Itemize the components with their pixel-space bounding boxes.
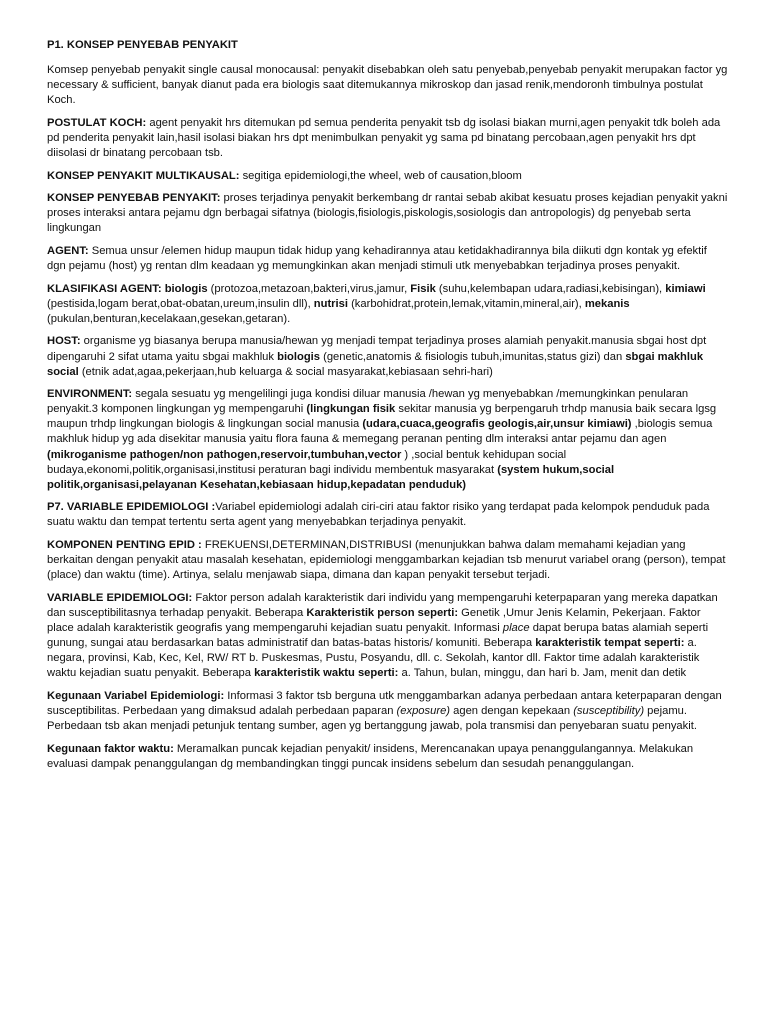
text-run: FREKUENSI,DETERMINAN,DISTRIBUSI (menunjukkan bahwa dalam memahami kejadian yang berkaitan dengan penyakit atau masalah kesehatan, epidemiologi menggambarkan kejadian tsb menurut variabel orang (person), tempat (place) dan waktu (time). Artinya, selalu menjawab siapa, dimana dan kapan penyakit tersebut terjadi.: [47, 539, 726, 582]
text-run: Meramalkan puncak kejadian penyakit/ insidens, Merencanakan upaya penanggulangannya. Melakukan evaluasi dampak penanggulangan dg membandingkan tinggi puncak insidens sebelum dan sesudah penanggulangan.: [47, 742, 694, 770]
bold-run: (udara,cuaca,geografis geologis,air,unsur kimiawi): [362, 418, 632, 431]
bold-run: POSTULAT KOCH:: [47, 116, 147, 129]
text-run: ,biologis semua makhluk hidup yg ada disekitar manusia yaitu flora fauna & memegang peranan penting dlm interaksi antar pejamu dan agen: [47, 418, 713, 446]
text-run: Informasi 3 faktor tsb berguna utk menggambarkan adanya perbedaan antara keterpaparan dengan susceptibilitas. Perbedaan yang dimaksud adalah perbedaan paparan: [47, 689, 722, 717]
italic-run: (susceptibility): [573, 704, 645, 717]
text-run: (karbohidrat,protein,lemak,vitamin,mineral,air),: [347, 297, 585, 310]
text-run: agen dengan kepekaan: [450, 704, 574, 717]
paragraph: [47, 689, 728, 734]
bold-run: ENVIRONMENT:: [47, 388, 133, 401]
paragraph: [47, 387, 728, 493]
paragraph: [47, 116, 728, 161]
paragraph: [47, 63, 728, 108]
bold-run: (mikroganisme pathogen/non pathogen,reservoir,tumbuhan,vector: [47, 448, 402, 461]
text-run: sekitar manusia yg berpengaruh trhdp manusia baik secara lgsg maupun trhdp lingkungan biologis & lingkungan social manusia: [47, 403, 717, 431]
text-run: (genetic,anatomis & fisiologis tubuh,imunitas,status gizi) dan: [320, 350, 626, 363]
text-run: (pestisida,logam berat,obat-obatan,ureum,insulin dll),: [47, 297, 314, 310]
paragraph: [47, 500, 728, 530]
bold-run: Karakteristik person seperti:: [306, 606, 459, 619]
text-run: proses terjadinya penyakit berkembang dr rantai sebab akibat kesuatu proses kejadian penyakit yakni proses interaksi antara pejamu dgn berbagai sifatnya (biologis,fisiologis,piskologis,sosiologis dan antropologis) dg penyebab serta lingkungan: [47, 192, 728, 235]
text-run: a. Tahun, bulan, minggu, dan hari b. Jam, menit dan detik: [398, 667, 687, 680]
bold-run: mekanis: [584, 297, 630, 310]
text-run: pejamu. Perbedaan tsb akan menjadi petunjuk tentang sumber, agen yg bertanggung jawab, pola transmisi dan penyebaran suatu penyakit.: [47, 704, 697, 733]
bold-run: KONSEP PENYEBAB PENYAKIT:: [47, 192, 221, 205]
bold-run: KONSEP PENYAKIT MULTIKAUSAL:: [47, 169, 240, 182]
text-run: dapat berupa batas alamiah seperti gunung, sungai atau berdasarkan batas administratif dan batas-batas historis/ komuniti. Beberapa: [47, 622, 709, 650]
bold-run: Kegunaan faktor waktu:: [47, 742, 174, 755]
document-title: P1. KONSEP PENYEBAB PENYAKIT: [47, 39, 238, 51]
bold-run: karakteristik tempat seperti:: [535, 637, 685, 650]
bold-run: Kegunaan Variabel Epidemiologi:: [47, 689, 225, 702]
bold-run: HOST:: [47, 335, 81, 348]
text-run: a. negara, provinsi, Kab, Kec, Kel, RW/ RT b. Puskesmas, Pustu, Posyandu, dll. c. Sekolah, kantor dll. Faktor time adalah karakteristik waktu kejadian suatu penyakit. Beberapa: [47, 637, 700, 680]
bold-run: AGENT:: [47, 244, 89, 257]
text-run: (suhu,kelembapan udara,radiasi,kebisingan),: [435, 282, 666, 295]
bold-run: KOMPONEN PENTING EPID :: [47, 539, 202, 552]
text-run: Genetik ,Umur Jenis Kelamin, Pekerjaan. Faktor place adalah karakteristik geografis yang mempengaruhi kejadian suatu penyakit. Informasi: [47, 606, 701, 634]
text-run: (protozoa,metazoan,bakteri,virus,jamur,: [207, 282, 411, 295]
text-run: (etnik adat,agaa,pekerjaan,hub keluarga & social masyarakat,kebiasaan sehri-hari): [78, 365, 493, 378]
bold-run: kimiawi: [665, 282, 706, 295]
paragraph: [47, 282, 728, 327]
paragraph: [47, 191, 728, 236]
bold-run: (lingkungan fisik: [306, 403, 396, 416]
italic-run: place: [502, 622, 530, 634]
paragraph: [47, 334, 728, 379]
text-run: Faktor person adalah karakteristik dari individu yang mempengaruhi keterpaparan yang mereka dapatkan dan susceptibilitasnya terhadap penyakit. Beberapa: [47, 591, 718, 619]
text-run: segitiga epidemiologi,the wheel, web of causation,bloom: [239, 169, 522, 182]
paragraph: [47, 244, 728, 274]
text-run: agent penyakit hrs ditemukan pd semua penderita penyakit tsb dg isolasi biakan murni,agen penyakit tdk boleh ada pd penderita penyakit lain,hasil isolasi biakan hrs dpt menimbulkan penyakit yg sama pd binatang percobaan,agen penyakit hrs dpt diisolasi dr binatang percobaan tsb.: [47, 116, 721, 159]
bold-run: biologis: [277, 350, 320, 363]
bold-run: biologis: [164, 282, 208, 295]
bold-run: VARIABLE EPIDEMIOLOGI:: [47, 591, 193, 604]
text-run: Variabel epidemiologi adalah ciri-ciri atau faktor risiko yang terdapat pada kelompok penduduk pada suatu waktu dan tempat tertentu serta agent yang menyebabkan terjadinya penyakit.: [47, 501, 710, 529]
text-run: Semua unsur /elemen hidup maupun tidak hidup yang kehadirannya atau ketidakhadirannya bila diikuti dgn kontak yg efektif dgn pejamu (host) yg rentan dlm keadaan yg memungkinkan akan menjadi stimuli utk menyebabkan terjadinya proses penyakit.: [47, 244, 707, 273]
bold-run: P7. VARIABLE EPIDEMIOLOGI :: [47, 501, 216, 514]
bold-run: sbgai makhluk social: [47, 350, 704, 378]
bold-run: KLASIFIKASI AGENT:: [47, 282, 162, 295]
italic-run: (exposure): [396, 704, 451, 717]
paragraph: [47, 742, 728, 772]
text-run: ) ,social bentuk kehidupan social budaya,ekonomi,politik,organisasi,institusi peraturan bagi individu membentuk masyarakat: [47, 448, 567, 476]
paragraph: [47, 538, 728, 583]
text-run: (pukulan,benturan,kecelakaan,gesekan,getaran).: [47, 312, 291, 325]
bold-run: karakteristik waktu seperti:: [254, 667, 399, 680]
bold-run: Fisik: [410, 282, 436, 295]
text-run: segala sesuatu yg mengelilingi juga kondisi diluar manusia /hewan yg menyebabkan /memungkinkan penularan penyakit.3 komponen lingkungan yg mempengaruhi: [47, 388, 689, 416]
text-run: Komsep penyebab penyakit single causal monocausal: penyakit disebabkan oleh satu penyebab,penyebab penyakit merupakan factor yg necessary & sufficient, banyak dianut pada era biologis saat ditemukannya mikroskop dan jasad renik,mendoronh timbulnya postulat Koch.: [47, 64, 728, 107]
text-run: organisme yg biasanya berupa manusia/hewan yg menjadi tempat terjadinya proses alamiah penyakit.manusia sbgai host dpt dipengaruhi 2 sifat utama yaitu sbgai makhluk: [47, 335, 707, 363]
bold-run: nutrisi: [313, 297, 348, 310]
paragraph: [47, 591, 728, 682]
document-body: [47, 63, 728, 772]
paragraph: [47, 169, 728, 184]
bold-run: (system hukum,social politik,organisasi,pelayanan Kesehatan,kebiasaan hidup,kepadatan penduduk): [47, 463, 615, 491]
